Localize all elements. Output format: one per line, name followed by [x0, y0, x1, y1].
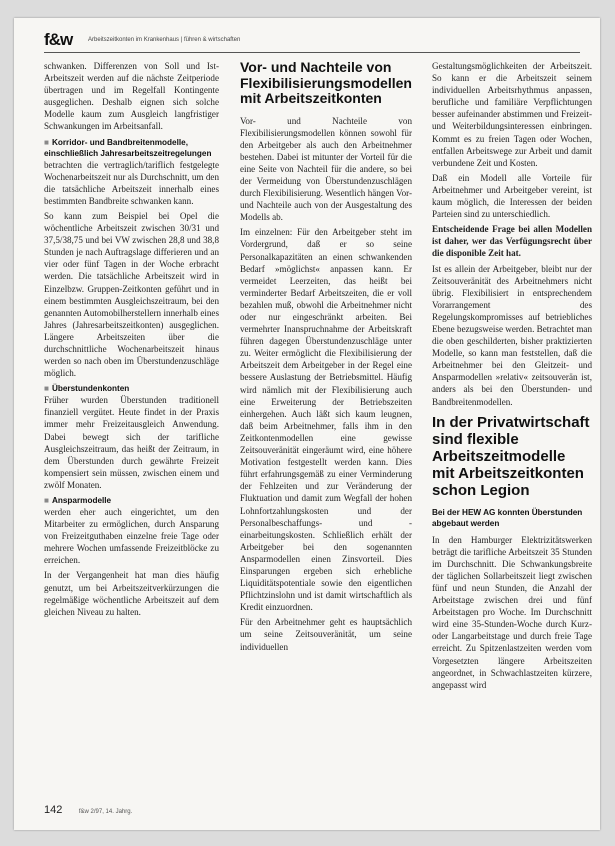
subheading — [44, 495, 219, 506]
body-paragraph: Vor- und Nachteile von Flexibilisierungsmodellen können sowohl für den Arbeitgeber als auch den Arbeitnehmer bestehen. Dabei ist mitunter der Vorteil für die eine Seite von Nachteil für die andere, so bei der Vermeidung von Überstundenzuschlägen durch Flexibilisierung. Wesentlich hängen Vor- und Nachteile auch von der Ausgestaltung des Modells ab. — [240, 115, 412, 223]
square-bullet-icon: ■ — [44, 496, 49, 505]
body-paragraph: betrachten die vertraglich/tariflich festgelegte Wochenarbeitszeit nur als Durchschnitt, um den die tatsächliche Arbeitszeit innerhalb eines bestimmten Bandbreite schwanken kann. — [44, 159, 219, 206]
section-heading: Vor- und Nachteile von Flexibilisierungsmodellen mit Arbeitszeitkonten — [240, 59, 412, 106]
square-bullet-icon: ■ — [44, 137, 49, 147]
column-right — [432, 60, 592, 694]
subheading-text: Überstundenkonten — [51, 384, 130, 394]
body-paragraph: Ist es allein der Arbeitgeber, bleibt nur der Zeitsouveränität des Arbeitnehmers nicht übrig. Flexibilisiert in entsprechendem Vorarrangement des Regelungskompromisses auf betriebliches Ebene bezugsweise werden. Betrachtet man die oben geschilderten, bisher praktizierten Modelle, so kann man feststellen, daß die Arbeitnehmer bei den Gleitzeit- und Ansparmodellen »relativ« zeitsouverän ist, anders als bei den Überstunden- und Bandbreitenmodellen. — [432, 263, 592, 407]
page-header — [44, 26, 580, 53]
document-page — [14, 18, 600, 830]
body-paragraph: Im einzelnen: Für den Arbeitgeber steht im Vordergrund, daß er so seine Personalkapazitäten an einen schwankenden Bedarf »möglichst« anpassen kann. Er vermeidet Leerzeiten, das heißt bei verminderter Bedarf Arbeitszeiten, die er voll bezahlen muß, obwohl die Arbeitnehmer nicht oder nur eingeschränkt arbeiten. Bei vermehrter Inanspruchnahme der Arbeitskraft führen dagegen Überstundenzuschläge unter zu. Weiter ermöglicht die Flexibilisierung der Arbeitszeit dem Arbeitgeber in der Regel eine bessere Auslastung der Betriebsmittel. Häufig wird nämlich mit der Flexibilisierung auch eine Erweiterung der Betriebszeiten einhergehen. Auch läßt sich kaum leugnen, daß beim Arbeitnehmer, falls ihm in den Zeitkontenmodellen eine gewisse Zeitsouveränität eingeräumt wird, eine höhere Motivation festgestellt werden kann. Dies führt erfahrungsgemäß zu einer Verminderung der Fehlzeiten und zur Veränderung der Fluktuation und damit zum Wegfall der hohen Lohnfortzahlungskosten und der Personalbeschaffungs- und -einarbeitungskosten. Schließlich erhält der Arbeitgeber bei den sogenannten Ansparmodellen einen Zinsvorteil. Dies Einsparungen ergeben sich erhebliche Liquiditätspotentiale sowie den eigentlichen Pflichtzinslohn und ist damit wirtschaftlich als Kredit einzuordnen. — [240, 227, 412, 613]
body-paragraph: So kann zum Beispiel bei Opel die wöchentliche Arbeitszeit zwischen 30/31 und 37,5/38,75 und bei VW zwischen 28,8 und 38,8 Stunden je nach Auftragslage differieren und an vier oder fünf Tagen in der Woche erbracht werden. Die tatsächliche Arbeitszeit wird in Einzelbzw. Gruppen-Zeitkonten geführt und in einem bestimmten Ausgleichszeitraum, bei den genannten Automobilherstellern innerhalb eines Jahres (Jahresarbeitszeitkonten) ausgeglichen. Längere Arbeitszeiten über die durchschnittliche Wochenarbeitszeit hinaus werden so nach oben im Überstundenzuschläge möglich. — [44, 210, 219, 379]
page-number: 142 — [44, 804, 63, 816]
journal-logo: f&w — [44, 30, 73, 49]
square-bullet-icon: ■ — [44, 384, 49, 394]
subheading — [44, 383, 219, 394]
column-left — [44, 60, 219, 621]
subheading — [44, 137, 219, 159]
body-paragraph: Daß ein Modell alle Vorteile für Arbeitnehmer und Arbeitgeber vereint, ist kaum möglich, die Interessen der beiden Parteien sind zu unterschiedlich. — [432, 172, 592, 220]
page-footer — [44, 804, 132, 816]
subheading-text: Korridor- und Bandbreitenmodelle, einschließlich Jahresarbeitszeitregelungen — [44, 137, 212, 158]
body-paragraph: In den Hamburger Elektrizitätswerken beträgt die tarifliche Arbeitszeit 35 Stunden im Durchschnitt. Die Schwankungsbreite der täglichen Sollarbeitszeit liegt zwischen fünf und neun Stunden, die Anzahl der Arbeitstage zwischen drei und fünf Arbeitstagen pro Woche. Im Durchschnitt wird eine 35-Stunden-Woche durch Kurz- oder Langarbeitstage und durch freie Tage erreicht. Zu Spitzenlastzeiten werden vom Vorgesetzten längere Arbeitszeiten angeordnet, in Schwachlastzeiten kürzere, angepasst wird — [432, 534, 592, 690]
column-middle — [240, 60, 412, 656]
subheading-text: Ansparmodelle — [51, 496, 112, 505]
body-paragraph: Gestaltungsmöglichkeiten der Arbeitszeit. So kann er die Arbeitszeit seinem individuellen Arbeitsrhythmus anpassen, berufliche und familiäre Verpflichtungen besser aufeinander abstimmen und Freizeit- und Weiterbildungsinteressen einbringen. Kommt es zu freien Tagen oder Wochen, entfallen Arbeitswege zur Arbeit und damit verbundene Zeit und Kosten. — [432, 61, 592, 168]
body-paragraph: Für den Arbeitnehmer geht es hauptsächlich um seine Zeitsouveränität, um seine individuellen — [240, 617, 412, 652]
footer-source: f&w 2/97, 14. Jahrg. — [78, 809, 133, 815]
body-paragraph: In der Vergangenheit hat man dies häufig genutzt, um bei Arbeitszeitverkürzungen die regelmäßige wöchentliche Arbeitszeit auf dem gleichen Niveau zu halten. — [44, 570, 219, 617]
body-paragraph: schwanken. Differenzen von Soll und Ist-Arbeitszeit werden auf die nächste Zeitperiode übertragen und im Regelfall Kontingente ausgeglichen. Deshalb eignen sich solche Modelle kaum zum Ausgleich langfristiger Schwankungen im Arbeitsanfall. — [44, 61, 219, 132]
running-title: Arbeitszeitkonten im Krankenhaus | führen & wirtschaften — [88, 37, 241, 43]
body-paragraph: werden eher auch eingerichtet, um den Mitarbeiter zu ermöglichen, durch Ansparung von Freizeitguthaben einzelne freie Tage oder mehrere Wochen umfassende Freizeitblöcke zu erreichen. — [44, 507, 219, 566]
body-paragraph: Früher wurden Überstunden traditionell finanziell vergütet. Heute findet in der Praxis immer mehr Freizeitausgleich Anwendung. Dabei bewegt sich der tarifliche Ausgleichszeitraum, das heißt der Zeitraum, in dem Überstunden durch gewährte Freizeit kompensiert sein müssen, zwischen einem und zwölf Monaten. — [44, 395, 219, 490]
lead-subheading: Bei der HEW AG konnten Überstunden abgebaut werden — [432, 507, 583, 528]
emphasized-paragraph: Entscheidende Frage bei allen Modellen ist daher, wer das Verfügungsrecht über die disponible Zeit hat. — [432, 224, 592, 259]
section-heading: In der Privatwirtschaft sind flexible Arbeitszeitmodelle mit Arbeitszeitkonten schon Legion — [432, 413, 590, 499]
